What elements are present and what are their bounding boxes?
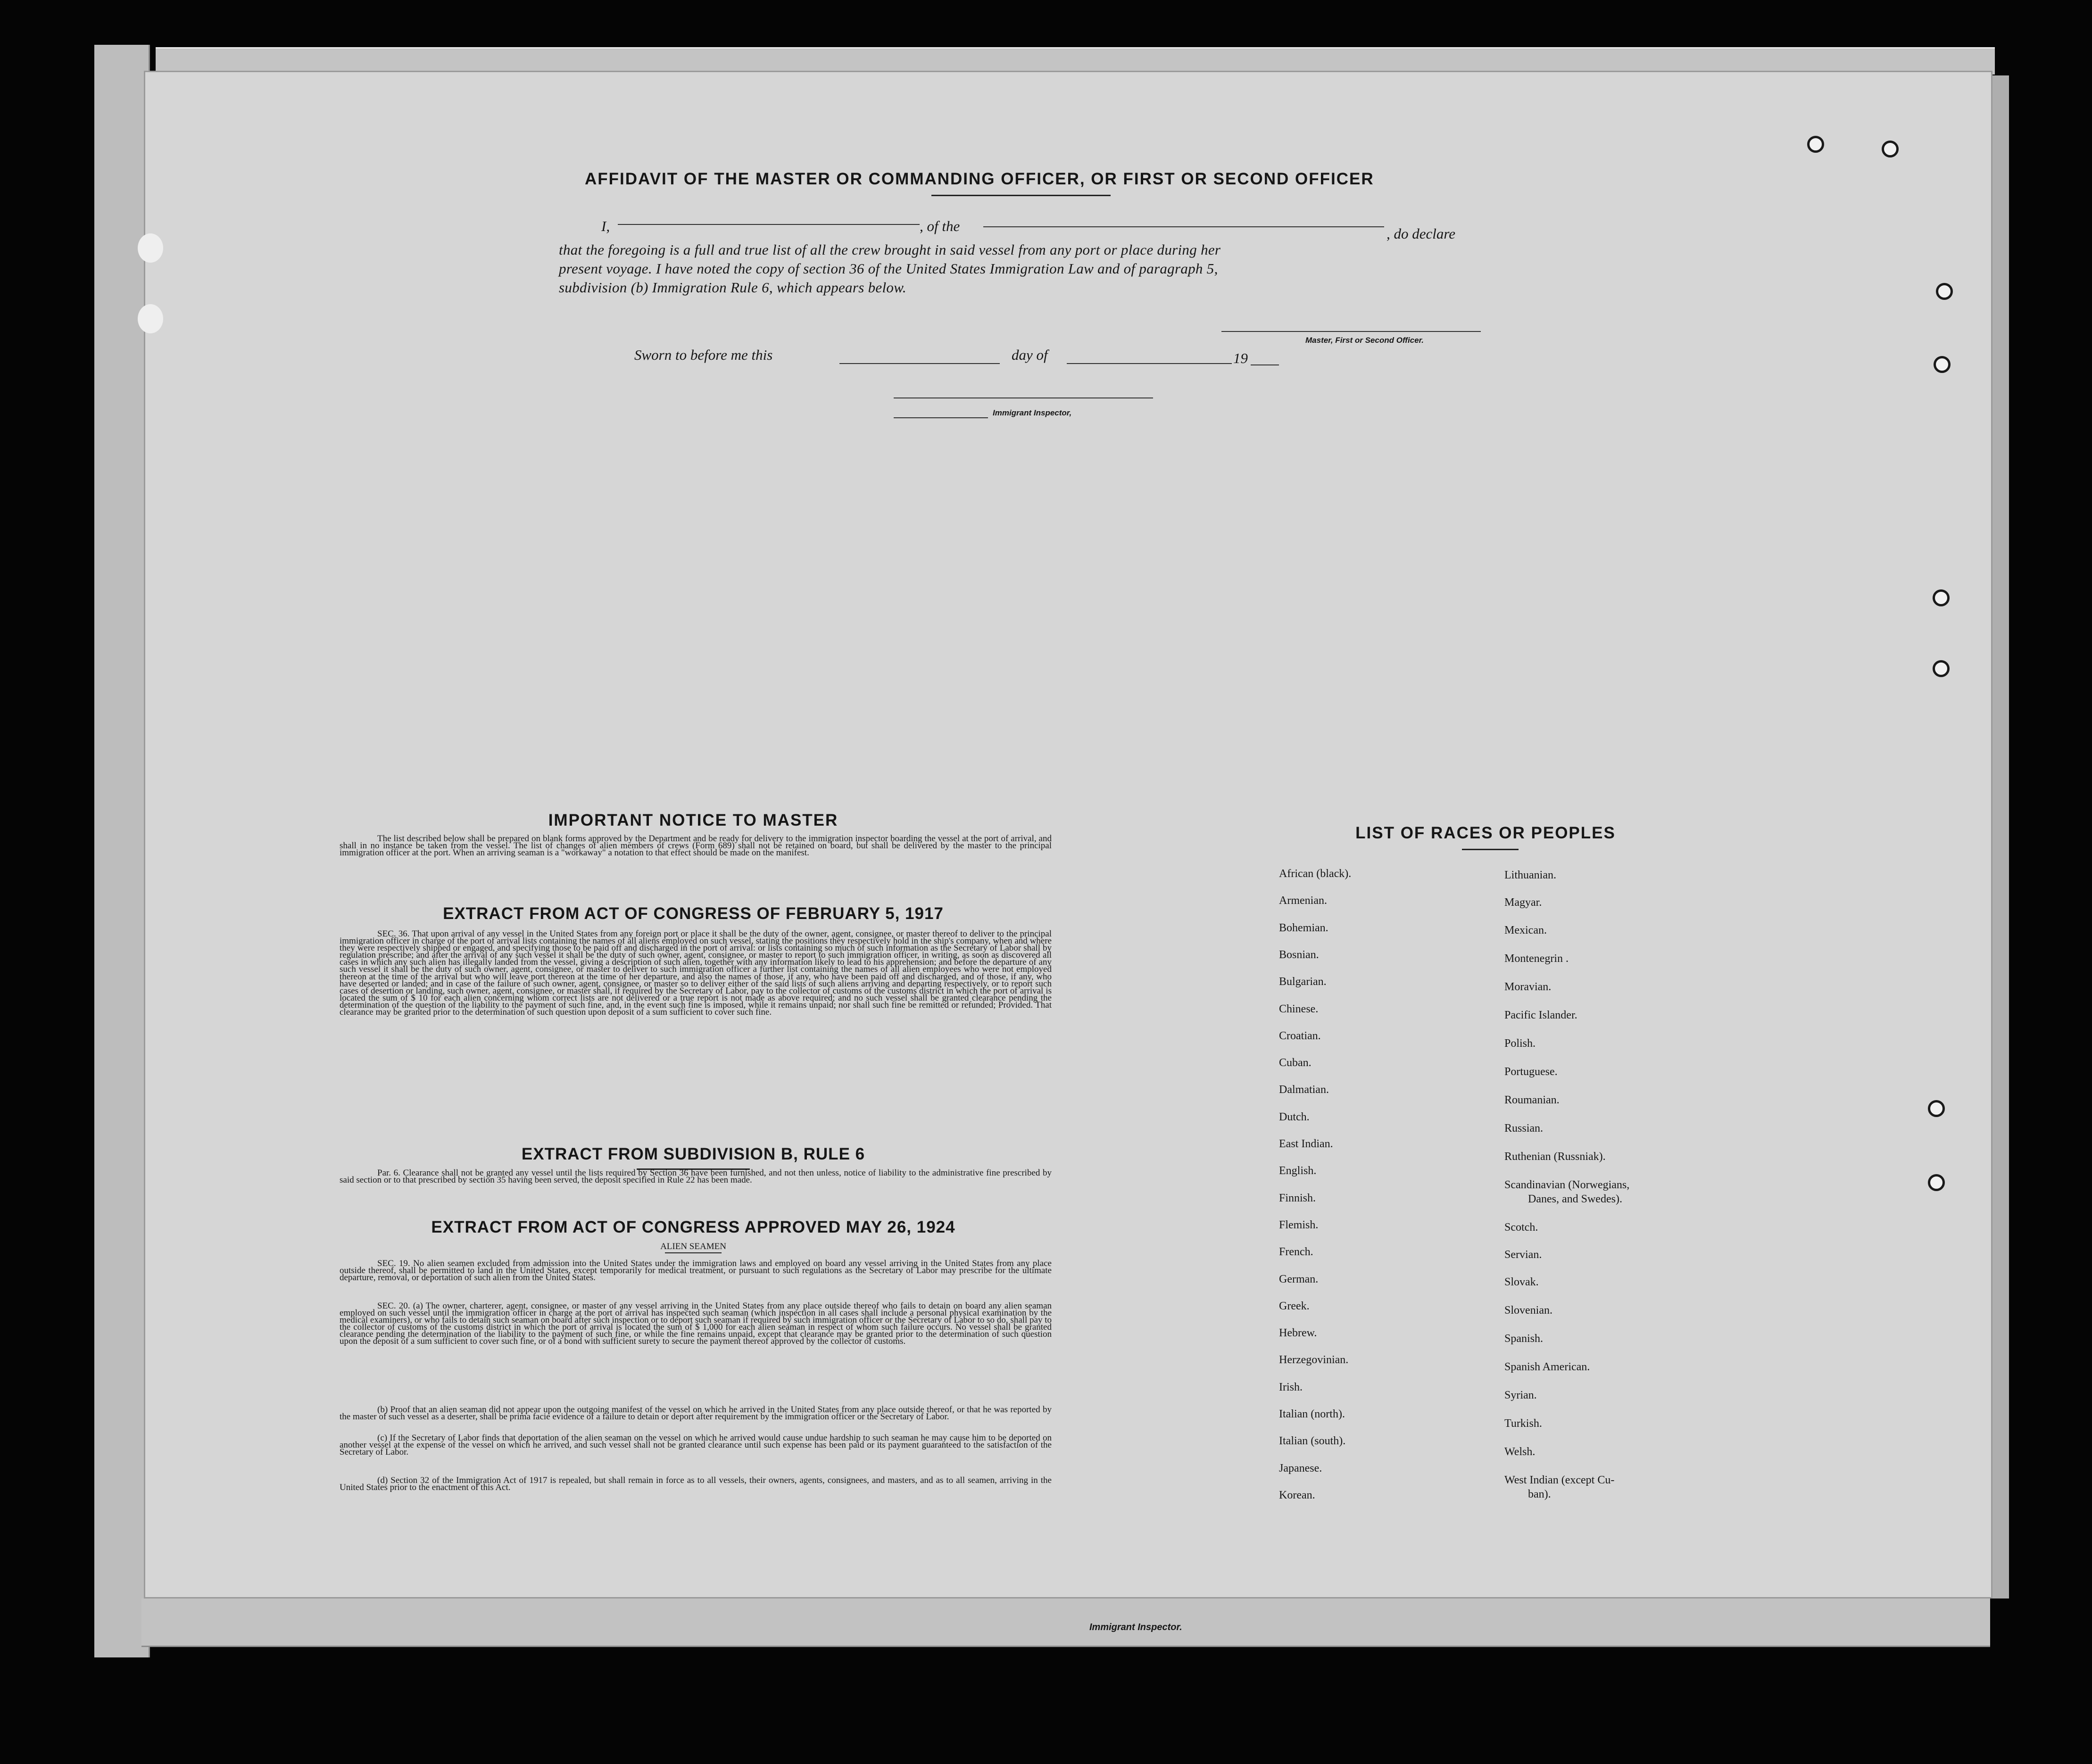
race-item: Servian.: [1504, 1249, 1542, 1261]
race-item: French.: [1279, 1246, 1313, 1259]
race-item: Slovenian.: [1504, 1304, 1552, 1317]
sworn-month-blank: [1067, 363, 1232, 364]
vessel-blank: [983, 226, 1384, 227]
race-item: Lithuanian.: [1504, 869, 1556, 881]
sec19-body: SEC. 19. No alien seamen excluded from admission into the United States under the immigration laws and employed on board any vessel arriving in the United States from any place outside thereof, shall be permitted to land in the United States, except temporarily for medical treatment, or pursuant to such regulations as the Secretary of Labor may prescribe for the ultimate departure, removal, or deportation of such alien from the United States.: [340, 1259, 1052, 1283]
affidavit-title-rule: [931, 195, 1111, 196]
race-item: Italian (south).: [1279, 1435, 1346, 1448]
extract-1917-body: SEC. 36. That upon arrival of any vessel in the United States from any foreign port or place it shall be the duty of the owner, agent, consignee, or master thereof to deliver to the principal immigration officer in charge of the port of arrival lists containing the names of all aliens employed on such vessel, stating the positions they respectively hold in the ship's company, when and where they were respectively shipped or engaged, and specifying those to be paid off and discharged in the port of arrival: or lists containing so much of such information as the Secretary of Labor shall by regulation prescribe; and after the arrival of any such vessel it shall be the duty of such owner, agent, consignee, or master to report to such immigration officer, in writing, as soon as discovered all cases in which any such alien has illegally landed from the vessel, giving a description of such alien, together with any information likely to lead to his apprehension; and before the departure of any such vessel it shall be the duty of such owner, agent, consignee, or master to deliver to such immigration officer a further list containing the names of all alien employees who were not employed thereon at the time of the arrival but who will leave port thereon at the time of her departure, and also the names of those, if any, who have been paid off and discharged, and of those, if any, who have deserted or landed; and in case of the failure of such owner, agent, consignee, or master so to deliver either of the said lists of such aliens arriving and departing respectively, or to report such cases of desertion or landing, such owner, agent, consignee, or master shall, if required by the Secretary of Labor, pay to the collector of customs of the customs district in which the port of arrival is located the sum of $ 10 for each alien concerning whom correct lists are not delivered or a true report is not made as above required; and no such vessel shall be granted clearance pending the determination of the question of the liability to the payment of such fine, and, in the event such fine is imposed, while it remains unpaid; nor shall such fine be remitted or refunded; Provided. That clearance may be granted prior to the determination of such question upon deposit of a sum sufficient to cover such fine.: [340, 929, 1052, 1018]
year-prefix: 19: [1233, 350, 1248, 366]
declaration-start: I,: [601, 218, 610, 234]
paper-edge-right: [1992, 75, 2009, 1598]
paper-edge-bottom: [141, 1598, 1990, 1647]
race-item: Slovak.: [1504, 1276, 1539, 1288]
affidavit-line-3: present voyage. I have noted the copy of section 36 of the United States Immigration Law and of paragraph 5,: [559, 260, 1218, 277]
race-item: Finnish.: [1279, 1192, 1316, 1204]
year-blank: [1251, 364, 1279, 365]
footer-inspector-label: Immigrant Inspector.: [1089, 1622, 1182, 1632]
punch-hole: [1933, 660, 1950, 677]
extract-1917-title: EXTRACT FROM ACT OF CONGRESS OF FEBRUARY 5, 1917: [443, 904, 944, 923]
race-item: Irish.: [1279, 1381, 1303, 1393]
affidavit-line-2: that the foregoing is a full and true list of all the crew brought in said vessel from any port or place during her: [559, 241, 1221, 258]
signature-line: [1221, 331, 1481, 332]
punch-hole: [1934, 356, 1951, 373]
race-item: Pacific Islander.: [1504, 1009, 1577, 1021]
race-item: Scandinavian (Norwegians,: [1504, 1179, 1630, 1191]
race-item: Korean.: [1279, 1489, 1315, 1501]
race-item: Polish.: [1504, 1037, 1536, 1050]
race-item: Russian.: [1504, 1122, 1544, 1135]
inspector-label: Immigrant Inspector,: [993, 408, 1072, 417]
race-item: Spanish American.: [1504, 1361, 1590, 1373]
race-item: Dutch.: [1279, 1110, 1310, 1123]
race-item: English.: [1279, 1165, 1317, 1177]
race-item: Welsh.: [1504, 1446, 1536, 1458]
race-item: Bulgarian.: [1279, 976, 1327, 988]
inspector-name-line: [894, 417, 988, 418]
sec20a-body: SEC. 20. (a) The owner, charterer, agent, consignee, or master of any vessel arriving in the United States from any place outside thereof who fails to detain on board any alien seaman employed on such vessel until the immigration officer in charge at the port of arrival has inspected such seaman (which inspection in all cases shall include a personal physical examination by the medical examiners), or who fails to detain such seaman on board after such inspection or to deport such seaman if required by such immigration officer or the Secretary of Labor to so do, shall pay to the collector of customs of the customs district in which the port of arrival is located the sum of $ 1,000 for each alien seaman in respect of whom such failure occurs. No vessel shall be granted clearance pending the determination of the liability to the payment of such fine, or while the fine remains unpaid, except that clearance may be granted prior to the determination of such question upon the deposit of a sum sufficient to cover such fine, or of a bond with sufficient surety to secure the payment thereof approved by the collector of customs.: [340, 1301, 1052, 1347]
race-item: Herzegovinian.: [1279, 1354, 1349, 1366]
race-item: Turkish.: [1504, 1417, 1542, 1430]
race-item: Bosnian.: [1279, 948, 1319, 961]
race-item: Ruthenian (Russniak).: [1504, 1151, 1606, 1163]
race-item: Armenian.: [1279, 894, 1327, 907]
name-blank: [618, 224, 920, 225]
signature-label: Master, First or Second Officer.: [1305, 336, 1424, 345]
extract-1924-rule: [665, 1252, 722, 1253]
race-item: Italian (north).: [1279, 1408, 1345, 1420]
race-item: Moravian.: [1504, 981, 1552, 993]
race-item: Syrian.: [1504, 1389, 1537, 1401]
race-item: Mexican.: [1504, 924, 1547, 936]
races-title: LIST OF RACES OR PEOPLES: [1355, 824, 1616, 842]
race-item: Spanish.: [1504, 1333, 1544, 1345]
race-item: Hebrew.: [1279, 1327, 1317, 1340]
sec20c-body: (c) If the Secretary of Labor finds that deportation of the alien seaman on the vessel on which he arrived would cause undue hardship to such seaman he may cause him to be deported on another vessel at the expense of the vessel on which he arrived, and such vessel shall not be granted clearance until such expense has been paid or its payment guaranteed to the satisfaction of the Secretary of Labor.: [340, 1433, 1052, 1458]
race-item: Flemish.: [1279, 1218, 1319, 1231]
punch-hole: [1807, 136, 1824, 153]
race-item: African (black).: [1279, 868, 1352, 880]
race-item: Bohemian.: [1279, 921, 1328, 934]
race-item: Roumanian.: [1504, 1094, 1560, 1106]
punch-hole: [1882, 141, 1899, 157]
extract-rule6-title: EXTRACT FROM SUBDIVISION B, RULE 6: [521, 1145, 865, 1163]
race-item: Dalmatian.: [1279, 1084, 1329, 1096]
punch-hole: [1928, 1174, 1945, 1191]
extract-1924-subtitle: ALIEN SEAMEN: [660, 1242, 726, 1251]
extract-1924-title: EXTRACT FROM ACT OF CONGRESS APPROVED MAY 26, 1924: [431, 1218, 955, 1236]
race-item: Greek.: [1279, 1300, 1310, 1312]
race-item: Chinese.: [1279, 1002, 1319, 1015]
race-item: Montenegrin .: [1504, 952, 1569, 965]
notice-body: The list described below shall be prepared on blank forms approved by the Department and be ready for delivery to the immigration inspector boarding the vessel at the port of arrival, and shall in no instance be taken from the vessel. The list of changes of alien members of crews (Form 689) shall not be retained on board, but shall be delivered by the master to the principal immigration officer at the port. When an arriving seaman is a "workaway" a notation to that effect should be made on the manifest.: [340, 834, 1052, 858]
race-item: East Indian.: [1279, 1138, 1333, 1150]
punch-hole: [1936, 283, 1953, 300]
notice-title: IMPORTANT NOTICE TO MASTER: [548, 811, 838, 829]
race-item: Portuguese.: [1504, 1066, 1558, 1078]
binder-hole: [138, 304, 163, 333]
race-item: German.: [1279, 1273, 1319, 1285]
affidavit-title: AFFIDAVIT OF THE MASTER OR COMMANDING OFFICER, OR FIRST OR SECOND OFFICER: [585, 170, 1374, 188]
races-title-rule: [1462, 849, 1519, 850]
race-item: Danes, and Swedes).: [1528, 1193, 1622, 1205]
sec20b-body: (b) Proof that an alien seaman did not appear upon the outgoing manifest of the vessel on which he arrived in the United States from any place outside thereof, or that he was reported by the master of such vessel as a deserter, shall be prima facie evidence of a failure to detain or deport after requirement by the immigration officer or the Secretary of Labor.: [340, 1405, 1052, 1422]
race-item: Scotch.: [1504, 1221, 1538, 1234]
race-item: Japanese.: [1279, 1462, 1322, 1474]
race-item: Croatian.: [1279, 1029, 1321, 1042]
do-declare-text: , do declare: [1386, 225, 1456, 242]
day-of-text: day of: [1012, 347, 1048, 363]
race-item: ban).: [1528, 1488, 1551, 1500]
race-item: Cuban.: [1279, 1057, 1312, 1069]
race-item: Magyar.: [1504, 896, 1542, 909]
punch-hole: [1933, 589, 1950, 606]
of-the-text: , of the: [920, 218, 960, 234]
sec20d-body: (d) Section 32 of the Immigration Act of 1917 is repealed, but shall remain in force as to all vessels, their owners, agents, consignees, and masters, and as to all seamen, arriving in the United States prior to the enactment of this Act.: [340, 1475, 1052, 1493]
race-item: West Indian (except Cu-: [1504, 1474, 1615, 1486]
sworn-day-blank: [839, 363, 1000, 364]
affidavit-line-4: subdivision (b) Immigration Rule 6, which appears below.: [559, 279, 906, 296]
binder-hole: [138, 233, 163, 263]
extract-rule6-body: Par. 6. Clearance shall not be granted any vessel until the lists required by Section 36 have been furnished, and not then unless, notice of liability to the administrative fine prescribed by said section or to that prescribed by section 35 having been served, the deposit specified in Rule 22 has been made.: [340, 1168, 1052, 1185]
punch-hole: [1928, 1100, 1945, 1117]
sworn-text: Sworn to before me this: [634, 347, 773, 363]
paper-edge-left: [94, 45, 150, 1657]
